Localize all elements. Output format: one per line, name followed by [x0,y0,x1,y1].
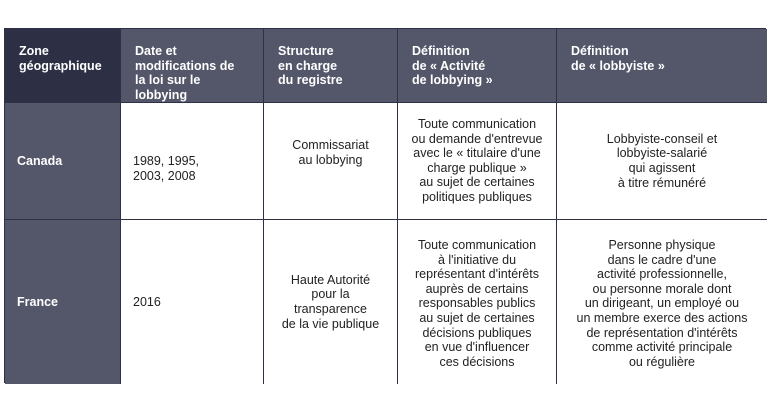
header-activite: Définition de « Activité de lobbying » [398,29,557,103]
cell-activite-france: Toute communication à l'initiative du représentant d'intérêts auprès de certains responsables publics au sujet de certaines décisions publiques en vue d'influencer ces décisions [398,220,557,384]
header-dates: Date et modifications de la loi sur le lobbying [121,29,264,103]
cell-dates-canada: 1989, 1995, 2003, 2008 [121,103,264,220]
cell-activite-canada: Toute communication ou demande d'entrevue avec le « titulaire d'une charge publique » au sujet de certaines politiques publiques [398,103,557,220]
cell-lobbyiste-france: Personne physique dans le cadre d'une activité professionnelle, ou personne morale dont un dirigeant, un employé ou un membre exerce des actions de représentation d'intérêts comme activité principale ou régulière [557,220,767,384]
cell-structure-canada: Commissariat au lobbying [264,103,398,220]
cell-lobbyiste-canada: Lobbyiste-conseil et lobbyiste-salarié qui agissent à titre rémunéré [557,103,767,220]
lobbying-comparison-table [4,28,766,383]
header-lobbyiste: Définition de « lobbyiste » [557,29,767,103]
row-zone-france: France [5,220,121,384]
header-zone: Zone géographique [5,29,121,103]
row-zone-canada: Canada [5,103,121,220]
cell-dates-france: 2016 [121,220,264,384]
cell-structure-france: Haute Autorité pour la transparence de la vie publique [264,220,398,384]
header-structure: Structure en charge du registre [264,29,398,103]
